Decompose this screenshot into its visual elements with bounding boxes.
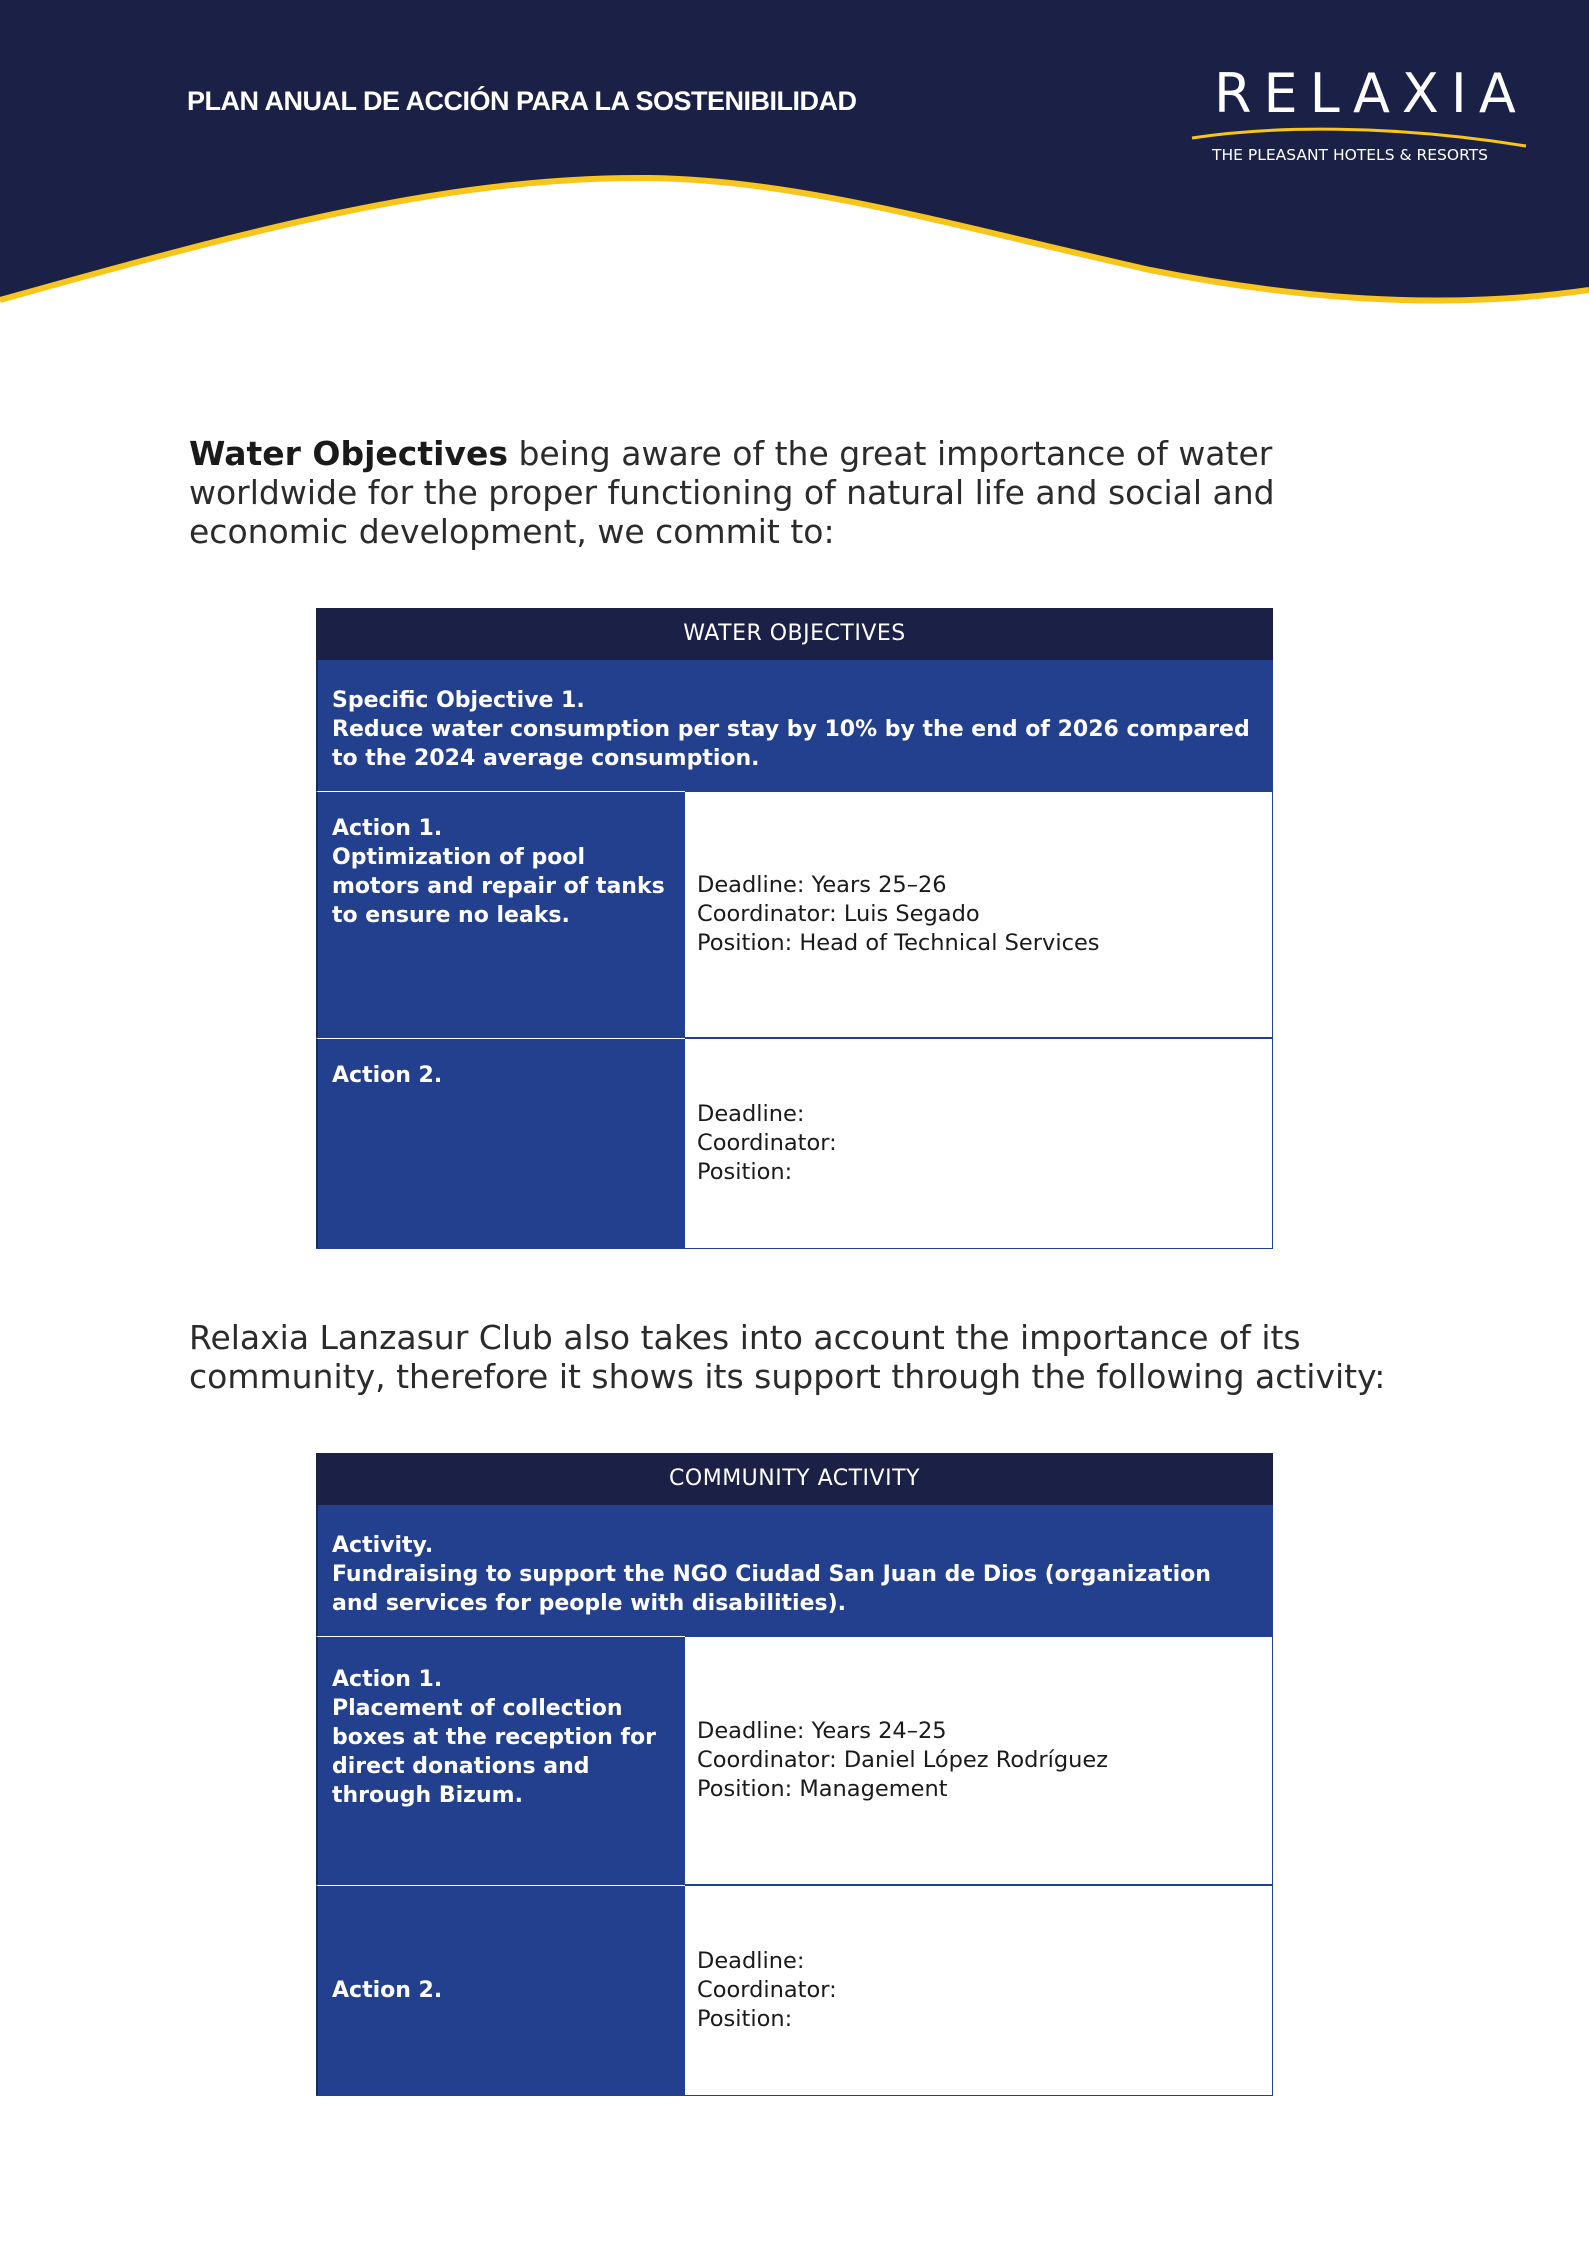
table-header: WATER OBJECTIVES	[316, 608, 1273, 660]
document-title: PLAN ANUAL DE ACCIÓN PARA LA SOSTENIBILIDAD	[187, 86, 857, 116]
position-text: Position: Head of Technical Services	[697, 930, 1100, 956]
table-row	[316, 791, 1273, 1038]
action-cell	[316, 1038, 685, 1248]
action-title: Action 2.	[332, 1978, 443, 2003]
activity-text: Fundraising to support the NGO Ciudad San Juan de Dios (organization and services for people with disabilities).	[332, 1562, 1211, 1616]
position-text: Position:	[697, 1159, 793, 1185]
coordinator-text: Coordinator: Luis Segado	[697, 901, 980, 927]
action-title: Action 2.	[332, 1063, 443, 1088]
page-header	[0, 0, 1589, 330]
activity-cell	[316, 1505, 1273, 1636]
relaxia-logo	[1190, 62, 1530, 172]
water-intro-paragraph	[189, 434, 1389, 551]
coordinator-text: Coordinator:	[697, 1130, 837, 1156]
action-details-cell	[685, 791, 1273, 1037]
action-title: Action 1.	[332, 816, 443, 841]
action-text: Optimization of pool motors and repair of tanks to ensure no leaks.	[332, 845, 665, 928]
action-details-cell	[685, 1885, 1273, 2095]
action-details-cell	[685, 1038, 1273, 1248]
position-text: Position: Management	[697, 1776, 948, 1802]
community-intro-paragraph: Relaxia Lanzasur Club also takes into account the importance of its community, therefore it shows its support through the following activity:	[189, 1318, 1386, 1396]
deadline-text: Deadline:	[697, 1101, 805, 1127]
water-intro-bold: Water Objectives	[189, 434, 508, 473]
coordinator-text: Coordinator: Daniel López Rodríguez	[697, 1747, 1109, 1773]
table-row	[316, 1636, 1273, 1885]
water-intro-text: being aware of the great importance of water worldwide for the proper functioning of natural life and social and economic development, we commit to:	[189, 434, 1275, 551]
objective-text: Reduce water consumption per stay by 10% by the end of 2026 compared to the 2024 average consumption.	[332, 717, 1250, 771]
action-details-cell	[685, 1636, 1273, 1884]
logo-tagline: THE PLEASANT HOTELS & RESORTS	[1212, 146, 1489, 164]
action-cell	[316, 1885, 685, 2095]
action-text: Placement of collection boxes at the reception for direct donations and through Bizum.	[332, 1696, 657, 1808]
deadline-text: Deadline: Years 25–26	[697, 872, 947, 898]
table-header: COMMUNITY ACTIVITY	[316, 1453, 1273, 1505]
action-cell	[316, 1636, 685, 1884]
table-row	[316, 1885, 1273, 2096]
deadline-text: Deadline:	[697, 1948, 805, 1974]
action-cell	[316, 791, 685, 1037]
logo-wordmark: RELAXIA	[1214, 62, 1528, 125]
table-row	[316, 1038, 1273, 1249]
water-objectives-table	[316, 608, 1273, 1249]
coordinator-text: Coordinator:	[697, 1977, 837, 2003]
position-text: Position:	[697, 2006, 793, 2032]
activity-title: Activity.	[332, 1533, 434, 1558]
community-activity-table	[316, 1453, 1273, 2096]
action-title: Action 1.	[332, 1667, 443, 1692]
deadline-text: Deadline: Years 24–25	[697, 1718, 947, 1744]
objective-title: Specific Objective 1.	[332, 688, 585, 713]
objective-cell	[316, 660, 1273, 791]
